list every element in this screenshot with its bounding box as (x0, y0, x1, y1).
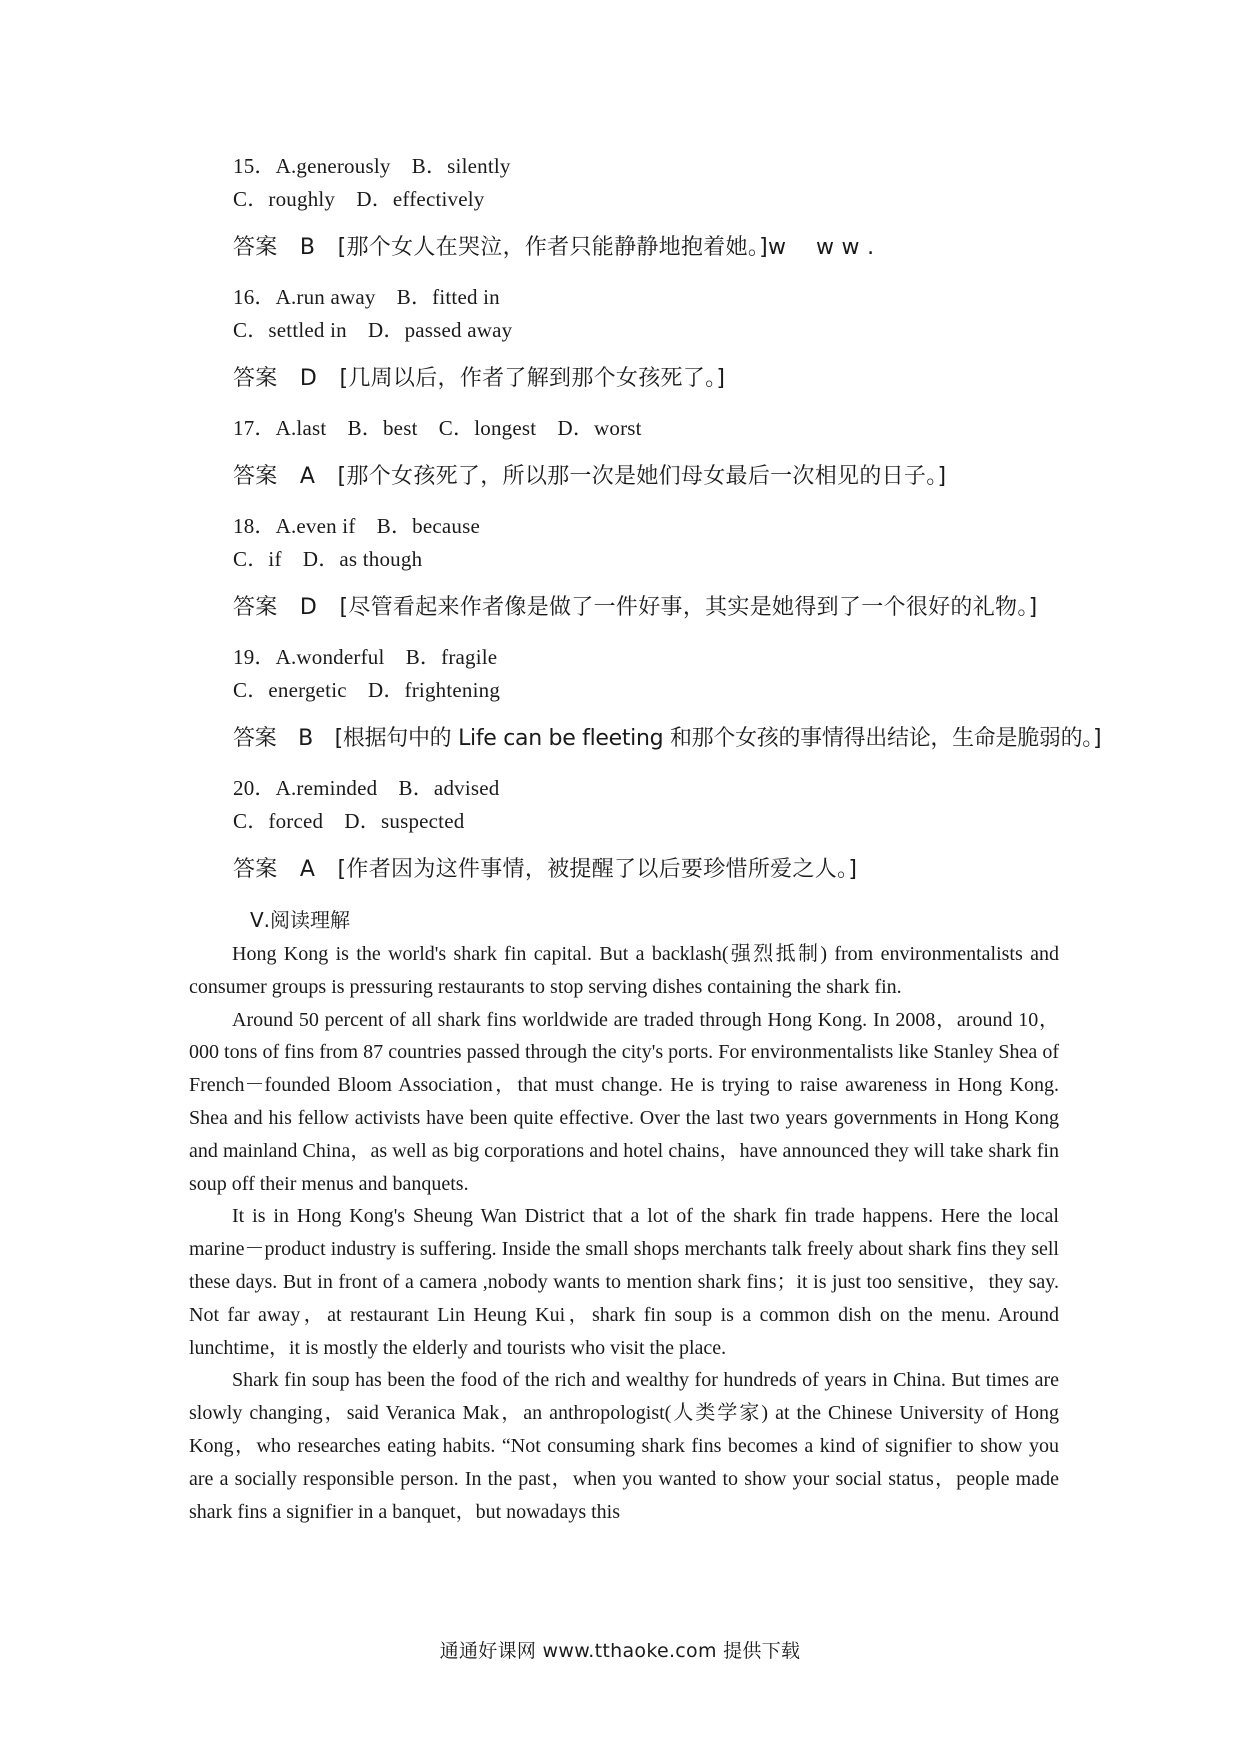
passage-paragraph-4: Shark fin soup has been the food of the rich and wealthy for hundreds of years in China. But times are slowly changing，said Veranica Mak，an anthropologist(人类学家) at the Chinese University of Hong Kong，who researches eating habits. “Not consuming shark fins becomes a kind of signifier to show you are a socially responsible person. In the past，when you wanted to show your social status，people made shark fins a signifier in a banquet，but nowadays this (189, 1369, 1059, 1523)
section-heading: Ⅴ.阅读理解 (250, 908, 351, 932)
question-15-answer: 答案 B [那个女人在哭泣，作者只能静静地抱着她。]w w w . (233, 235, 875, 260)
question-18-answer: 答案 D [尽管看起来作者像是做了一件好事，其实是她得到了一个很好的礼物。] (233, 595, 1038, 620)
question-19-options-line2: C．energetic D．frightening (233, 678, 501, 702)
page-footer: 通通好课网 www.tthaoke.com 提供下载 (439, 1640, 801, 1662)
question-20-options-line1: 20．A.reminded B．advised (233, 776, 500, 800)
question-16-options-line1: 16．A.run away B．fitted in (233, 285, 500, 309)
question-19-answer: 答案 B [根据句中的 Life can be fleeting 和那个女孩的事情得出结论，生命是脆弱的。] (233, 726, 1102, 751)
passage-paragraph-3: It is in Hong Kong's Sheung Wan District that a lot of the shark fin trade happens. Here the local marine－product industry is suffering. Inside the small shops merchants talk freely about shark fins they sell these days. But in front of a camera ,nobody wants to mention shark fins；it is just too sensitive，they say. Not far away，at restaurant Lin Heung Kui，shark fin soup is a common dish on the menu. Around lunchtime，it is mostly the elderly and tourists who visit the place. (189, 1205, 1059, 1359)
question-16-answer: 答案 D [几周以后，作者了解到那个女孩死了。] (233, 366, 726, 391)
question-20-answer: 答案 A [作者因为这件事情，被提醒了以后要珍惜所爱之人。] (233, 857, 858, 882)
passage-paragraph-1: Hong Kong is the world's shark fin capital. But a backlash(强烈抵制) from environmentalists and consumer groups is pressuring restaurants to stop serving dishes containing the shark fin. (189, 943, 1059, 998)
question-15-options-line2: C．roughly D．effectively (233, 187, 485, 211)
question-19-options-line1: 19．A.wonderful B．fragile (233, 645, 498, 669)
passage-paragraph-2: Around 50 percent of all shark fins worldwide are traded through Hong Kong. In 2008，around 10，000 tons of fins from 87 countries passed through the city's ports. For environmentalists like Stanley Shea of French－founded Bloom Association，that must change. He is trying to raise awareness in Hong Kong. Shea and his fellow activists have been quite effective. Over the last two years governments in Hong Kong and mainland China，as well as big corporations and hotel chains，have announced they will take shark fin soup off their menus and banquets. (189, 1008, 1059, 1195)
question-16-options-line2: C．settled in D．passed away (233, 318, 513, 342)
question-17-answer: 答案 A [那个女孩死了，所以那一次是她们母女最后一次相见的日子。] (233, 464, 947, 489)
question-18-options-line2: C．if D．as though (233, 547, 423, 571)
question-18-options-line1: 18．A.even if B．because (233, 514, 480, 538)
question-17-options-line1: 17．A.last B．best C．longest D．worst (233, 416, 642, 440)
question-15-options-line1: 15．A.generously B．silently (233, 154, 511, 178)
reading-passage (189, 938, 1059, 1528)
question-20-options-line2: C．forced D．suspected (233, 809, 465, 833)
